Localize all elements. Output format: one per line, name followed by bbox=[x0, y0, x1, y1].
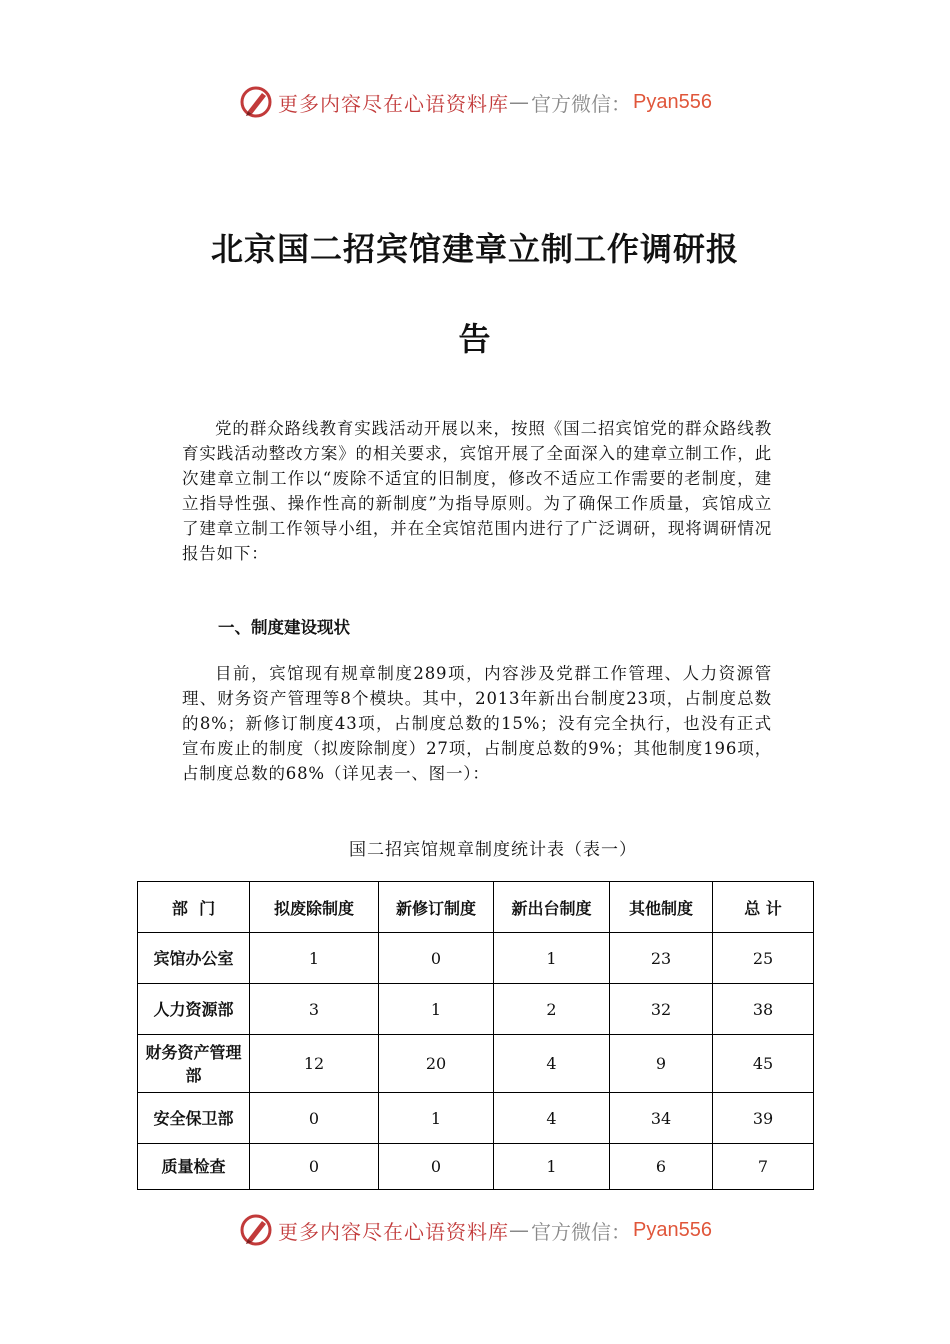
banner-wechat-id: Pyan556 bbox=[633, 1218, 712, 1241]
cell-revised: 0 bbox=[379, 1144, 494, 1190]
cell-new: 4 bbox=[494, 1035, 610, 1093]
header-other: 其他制度 bbox=[610, 882, 713, 933]
table-row bbox=[138, 984, 814, 1035]
header-new: 新出台制度 bbox=[494, 882, 610, 933]
cell-abolish: 1 bbox=[250, 933, 379, 984]
cell-total: 7 bbox=[713, 1144, 814, 1190]
header-abolish: 拟废除制度 bbox=[250, 882, 379, 933]
banner-wechat-id: Pyan556 bbox=[633, 90, 712, 113]
header-revised: 新修订制度 bbox=[379, 882, 494, 933]
header-total: 总 计 bbox=[713, 882, 814, 933]
cell-total: 38 bbox=[713, 984, 814, 1035]
header-banner bbox=[0, 82, 950, 122]
cell-new: 2 bbox=[494, 984, 610, 1035]
table-row bbox=[138, 1093, 814, 1144]
section-heading: 一、制度建设现状 bbox=[218, 618, 350, 637]
statistics-table bbox=[137, 881, 814, 1190]
banner-wechat-label: 官方微信： bbox=[531, 91, 632, 116]
cell-other: 32 bbox=[610, 984, 713, 1035]
cell-other: 9 bbox=[610, 1035, 713, 1093]
cell-new: 4 bbox=[494, 1093, 610, 1144]
table-header-row bbox=[138, 882, 814, 933]
cell-revised: 1 bbox=[379, 984, 494, 1035]
table-row bbox=[138, 1035, 814, 1093]
row-dept: 质量检查 bbox=[138, 1144, 250, 1190]
cell-other: 6 bbox=[610, 1144, 713, 1190]
cell-abolish: 12 bbox=[250, 1035, 379, 1093]
document-title-line1: 北京国二招宾馆建章立制工作调研报 bbox=[210, 230, 739, 268]
banner-wechat-label: 官方微信： bbox=[531, 1219, 632, 1244]
pen-logo-icon bbox=[238, 1212, 274, 1248]
intro-paragraph: 党的群众路线教育实践活动开展以来，按照《国二招宾馆党的群众路线教育实践活动整改方案》的相关要求，宾馆开展了全面深入的建章立制工作，此次建章立制工作以“废除不适宜的旧制度，修改不适应工作需要的老制度，建立指导性强、操作性高的新制度”为指导原则。为了确保工作质量，宾馆成立了建章立制工作领导小组，并在全宾馆范围内进行了广泛调研，现将调研情况报告如下： bbox=[182, 419, 772, 563]
cell-revised: 1 bbox=[379, 1093, 494, 1144]
banner-separator: — bbox=[509, 90, 530, 114]
cell-total: 25 bbox=[713, 933, 814, 984]
table-row bbox=[138, 933, 814, 984]
row-dept: 宾馆办公室 bbox=[138, 933, 250, 984]
cell-abolish: 3 bbox=[250, 984, 379, 1035]
row-dept: 人力资源部 bbox=[138, 984, 250, 1035]
footer-banner bbox=[0, 1210, 950, 1250]
cell-abolish: 0 bbox=[250, 1093, 379, 1144]
cell-new: 1 bbox=[494, 933, 610, 984]
table-caption: 国二招宾馆规章制度统计表（表一） bbox=[349, 840, 637, 860]
cell-abolish: 0 bbox=[250, 1144, 379, 1190]
row-dept: 财务资产管理部 bbox=[138, 1035, 250, 1093]
cell-total: 45 bbox=[713, 1035, 814, 1093]
cell-total: 39 bbox=[713, 1093, 814, 1144]
row-dept: 安全保卫部 bbox=[138, 1093, 250, 1144]
banner-separator: — bbox=[509, 1218, 530, 1242]
cell-new: 1 bbox=[494, 1144, 610, 1190]
document-title-line2: 告 bbox=[458, 320, 492, 358]
table-row bbox=[138, 1144, 814, 1190]
cell-revised: 20 bbox=[379, 1035, 494, 1093]
cell-other: 34 bbox=[610, 1093, 713, 1144]
cell-other: 23 bbox=[610, 933, 713, 984]
banner-text: 更多内容尽在心语资料库 bbox=[278, 1219, 510, 1244]
section-body: 目前，宾馆现有规章制度289项，内容涉及党群工作管理、人力资源管理、财务资产管理等8个模块。其中，2013年新出台制度23项，占制度总数的8%；新修订制度43项，占制度总数的15%；没有完全执行，也没有正式宣布废止的制度（拟废除制度）27项，占制度总数的9%；其他制度196项，占制度总数的68%（详见表一、图一）： bbox=[182, 664, 772, 783]
pen-logo-icon bbox=[238, 84, 274, 120]
banner-text: 更多内容尽在心语资料库 bbox=[278, 91, 510, 116]
cell-revised: 0 bbox=[379, 933, 494, 984]
header-dept: 部 门 bbox=[138, 882, 250, 933]
